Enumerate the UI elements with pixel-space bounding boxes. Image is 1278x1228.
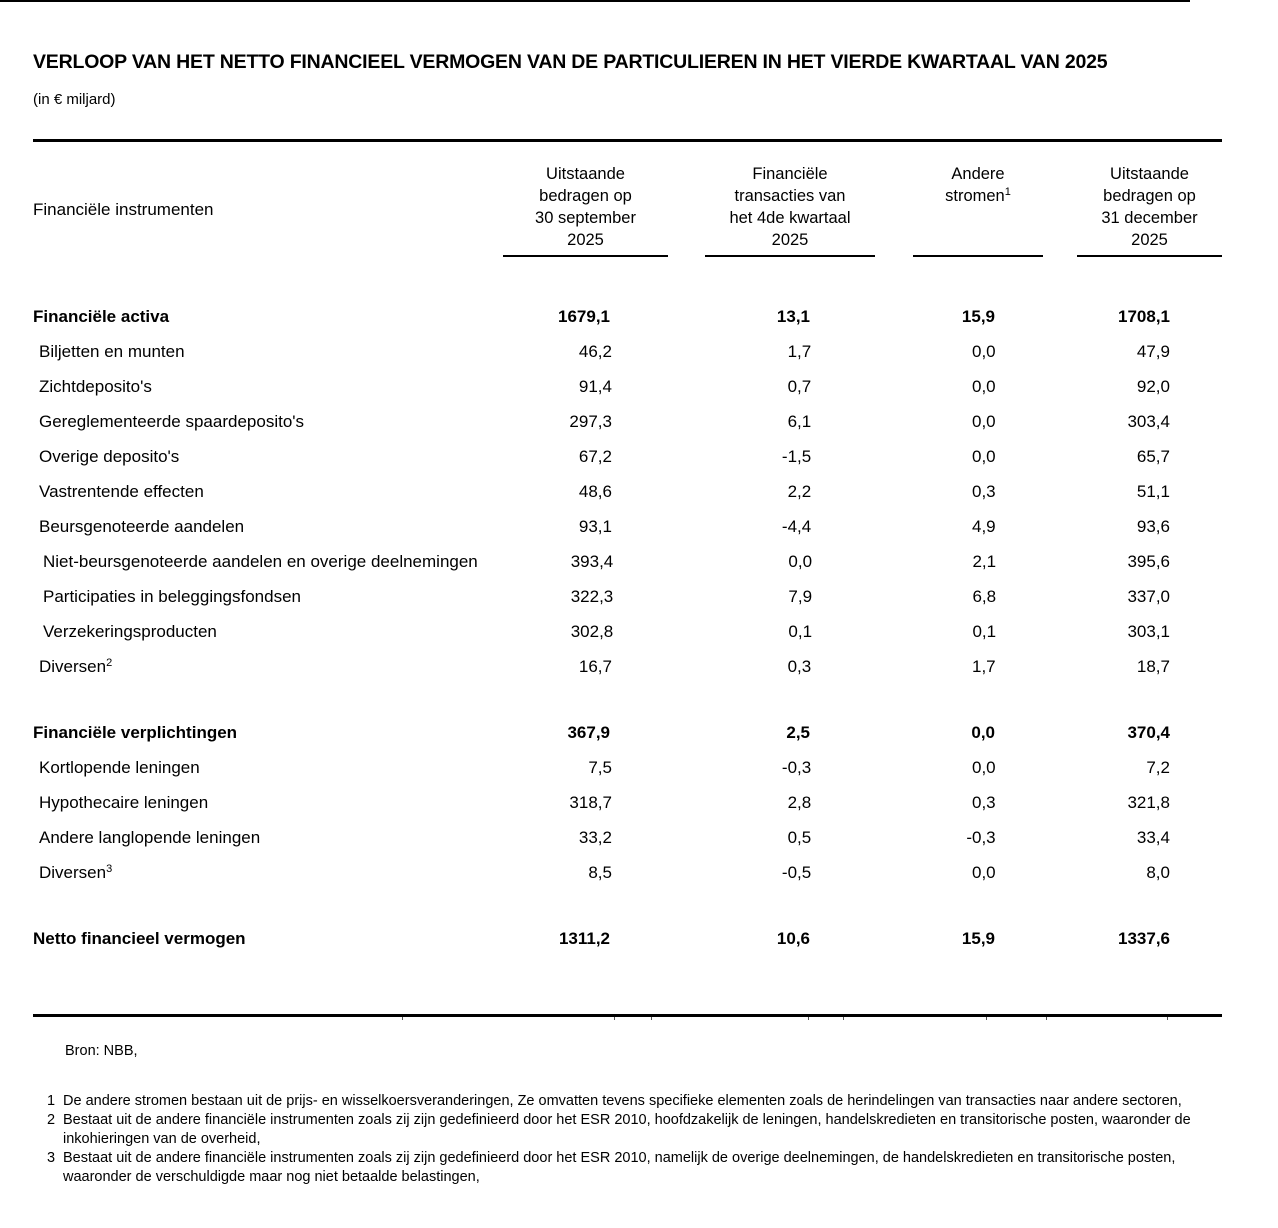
- cell-value: 0,3: [972, 792, 996, 812]
- row-label: Andere langlopende leningen: [39, 827, 261, 847]
- row-label: Biljetten en munten: [39, 341, 185, 361]
- table-row: [33, 715, 1222, 750]
- cell-value: 6,1: [787, 411, 812, 431]
- cell-value: 4,9: [972, 516, 996, 536]
- cell-value: 18,7: [1136, 656, 1170, 676]
- cell-value: 1,7: [787, 341, 812, 361]
- table-row: [33, 614, 1222, 649]
- column-header-line: 2025: [567, 231, 604, 249]
- bottom-rule: [33, 1014, 1222, 1017]
- cell-value: 1679,1: [558, 306, 610, 326]
- row-label: Participaties in beleggingsfondsen: [43, 586, 302, 606]
- cell-value: -0,5: [781, 862, 812, 882]
- table-header: [33, 163, 1222, 257]
- row-label: Kortlopende leningen: [39, 757, 200, 777]
- top-rule: [33, 139, 1222, 142]
- row-label: Netto financieel vermogen: [33, 928, 246, 948]
- cell-value: 321,8: [1127, 792, 1170, 812]
- column-header-line: 30 september: [535, 209, 636, 227]
- cell-value: 0,5: [787, 827, 812, 847]
- tick-mark: [614, 1017, 615, 1020]
- cell-value: 0,3: [787, 656, 812, 676]
- cell-value: 302,8: [570, 621, 614, 641]
- cell-value: 48,6: [578, 481, 612, 501]
- cell-value: -0,3: [781, 757, 812, 777]
- column-header-line: bedragen op: [539, 187, 632, 205]
- cell-value: 0,0: [972, 446, 996, 466]
- footnote: [47, 1111, 1222, 1149]
- footnote: [47, 1149, 1222, 1187]
- cell-value: 1,7: [972, 656, 996, 676]
- cell-value: 8,0: [1146, 862, 1170, 882]
- footnote-text: Bestaat uit de andere financiële instrumenten zoals zij zijn gedefinieerd door het ESR 2010, namelijk de overige deelnemingen, de handelskredieten en transitorische posten, waaronder de verschuldigde maar nog niet betaalde belastingen,: [63, 1150, 1176, 1185]
- tick-mark: [651, 1017, 652, 1020]
- row-label: Diversen$^3$: [39, 862, 113, 882]
- table-row: [33, 299, 1222, 334]
- footnote: [47, 1092, 1222, 1111]
- cell-value: 46,2: [578, 341, 612, 361]
- cell-value: 303,4: [1127, 411, 1170, 431]
- superscript: 1: [1004, 186, 1011, 198]
- column-header-line: transacties van: [734, 187, 846, 205]
- page-title: VERLOOP VAN HET NETTO FINANCIEEL VERMOGEN VAN DE PARTICULIEREN IN HET VIERDE KWARTAAL VAN 2025: [33, 51, 1108, 73]
- tick-mark: [402, 1017, 403, 1020]
- footnote-marker: 1: [47, 1093, 56, 1109]
- cell-value: 33,2: [578, 827, 612, 847]
- cell-value: 16,7: [578, 656, 612, 676]
- cell-value: 395,6: [1127, 551, 1171, 571]
- page-content: [0, 51, 1278, 1187]
- footnote-text: Bestaat uit de andere financiële instrumenten zoals zij zijn gedefinieerd door het ESR 2010, hoofdzakelijk de leningen, handelskredieten en transitorische posten, waaronder de inkohieringen van de overheid,: [63, 1112, 1191, 1147]
- cell-value: 0,1: [788, 621, 813, 641]
- row-label: Vastrentende effecten: [39, 481, 204, 501]
- column-header: [913, 163, 1043, 257]
- column-header: [503, 163, 668, 257]
- cell-value: 1708,1: [1118, 306, 1170, 326]
- row-label: Verzekeringsproducten: [43, 621, 217, 641]
- cell-value: 0,7: [787, 376, 812, 396]
- column-header-line: het 4de kwartaal: [729, 209, 851, 227]
- column-header: [705, 163, 875, 257]
- source-note: Bron: NBB,: [65, 1043, 138, 1059]
- table-row: [33, 750, 1222, 785]
- cell-value: 0,0: [972, 341, 996, 361]
- cell-value: -4,4: [781, 516, 812, 536]
- cell-value: 13,1: [776, 306, 810, 326]
- cell-value: 0,0: [788, 551, 813, 571]
- footnote-marker: 2: [47, 1112, 56, 1128]
- cell-value: 67,2: [578, 446, 612, 466]
- column-header-line: Financiële: [752, 165, 828, 183]
- tick-mark: [843, 1017, 844, 1020]
- cell-value: 370,4: [1127, 722, 1170, 742]
- tick-mark: [1046, 1017, 1047, 1020]
- cell-value: 10,6: [776, 928, 810, 948]
- cell-value: 2,2: [787, 481, 812, 501]
- column-header-line: Andere: [951, 165, 1005, 183]
- cell-value: 47,9: [1136, 341, 1170, 361]
- row-label: Niet-beursgenoteerde aandelen en overige deelnemingen: [43, 551, 478, 571]
- cell-value: 2,5: [786, 722, 810, 742]
- column-header-line: stromen$^1$: [945, 186, 1011, 205]
- table-row: [33, 820, 1222, 855]
- table-row: [33, 404, 1222, 439]
- cell-value: 15,9: [961, 928, 995, 948]
- tick-mark: [808, 1017, 809, 1020]
- table-row: [33, 649, 1222, 684]
- column-header-line: Uitstaande: [1110, 165, 1189, 183]
- column-header-line: Uitstaande: [546, 165, 625, 183]
- row-label: Financiële activa: [33, 306, 170, 326]
- row-label: Zichtdeposito's: [39, 376, 152, 396]
- footnote-marker: 3: [47, 1150, 56, 1166]
- table-row: [33, 509, 1222, 544]
- table-row: [33, 855, 1222, 890]
- cell-value: 65,7: [1136, 446, 1170, 466]
- cell-value: 2,8: [787, 792, 812, 812]
- cell-value: 7,5: [588, 757, 612, 777]
- cell-value: 7,2: [1146, 757, 1170, 777]
- cell-value: 393,4: [570, 551, 614, 571]
- cell-value: -1,5: [781, 446, 812, 466]
- cell-value: 0,3: [972, 481, 996, 501]
- table-row: [33, 369, 1222, 404]
- column-header-line: bedragen op: [1103, 187, 1196, 205]
- cell-value: -0,3: [966, 827, 996, 847]
- tick-mark: [986, 1017, 987, 1020]
- cell-value: 0,0: [972, 862, 996, 882]
- cell-value: 93,1: [578, 516, 612, 536]
- cell-value: 297,3: [569, 411, 612, 431]
- cell-value: 8,5: [588, 862, 612, 882]
- footnotes: [47, 1092, 1222, 1187]
- cell-value: 337,0: [1127, 586, 1171, 606]
- cell-value: 0,0: [972, 411, 996, 431]
- row-label-header: Financiële instrumenten: [33, 200, 214, 219]
- table-body: [33, 299, 1222, 956]
- cell-value: 6,8: [972, 586, 997, 606]
- cell-value: 322,3: [570, 586, 614, 606]
- cell-value: 318,7: [569, 792, 612, 812]
- tick-mark: [1167, 1017, 1168, 1020]
- table-row: [33, 579, 1222, 614]
- table-row: [33, 474, 1222, 509]
- cell-value: 91,4: [578, 376, 612, 396]
- cell-value: 93,6: [1136, 516, 1170, 536]
- cell-value: 0,0: [972, 376, 996, 396]
- top-edge-line: [0, 0, 1190, 2]
- row-label: Gereglementeerde spaardeposito's: [39, 411, 305, 431]
- cell-value: 33,4: [1136, 827, 1170, 847]
- table-row: [33, 334, 1222, 369]
- table-row: [33, 785, 1222, 820]
- column-header-line: 31 december: [1101, 209, 1198, 227]
- cell-value: 92,0: [1136, 376, 1170, 396]
- table-row: [33, 544, 1222, 579]
- row-label: Diversen$^2$: [39, 656, 113, 676]
- superscript: 3: [106, 862, 113, 875]
- cell-value: 1337,6: [1118, 928, 1170, 948]
- cell-value: 303,1: [1127, 621, 1171, 641]
- cell-value: 7,9: [788, 586, 813, 606]
- row-label: Overige deposito's: [39, 446, 180, 466]
- cell-value: 0,0: [972, 757, 996, 777]
- row-label: Financiële verplichtingen: [33, 722, 238, 742]
- table-row: [33, 439, 1222, 474]
- cell-value: 15,9: [961, 306, 995, 326]
- superscript: 2: [106, 656, 113, 669]
- page-subtitle: (in € miljard): [33, 91, 116, 108]
- cell-value: 0,1: [972, 621, 997, 641]
- cell-value: 2,1: [972, 551, 997, 571]
- column-header-line: 2025: [1131, 231, 1168, 249]
- column-header-line: 2025: [771, 231, 809, 249]
- column-header: [1077, 163, 1222, 257]
- cell-value: 1311,2: [558, 928, 610, 948]
- cell-value: 367,9: [567, 722, 610, 742]
- cell-value: 51,1: [1136, 481, 1170, 501]
- footnote-text: De andere stromen bestaan uit de prijs- en wisselkoersveranderingen, Ze omvatten tevens specifieke elementen zoals de herindelingen van transacties naar andere sectoren,: [63, 1093, 1182, 1109]
- row-label: Beursgenoteerde aandelen: [39, 516, 245, 536]
- cell-value: 0,0: [971, 722, 995, 742]
- table-row: [33, 921, 1222, 956]
- row-label: Hypothecaire leningen: [39, 792, 209, 812]
